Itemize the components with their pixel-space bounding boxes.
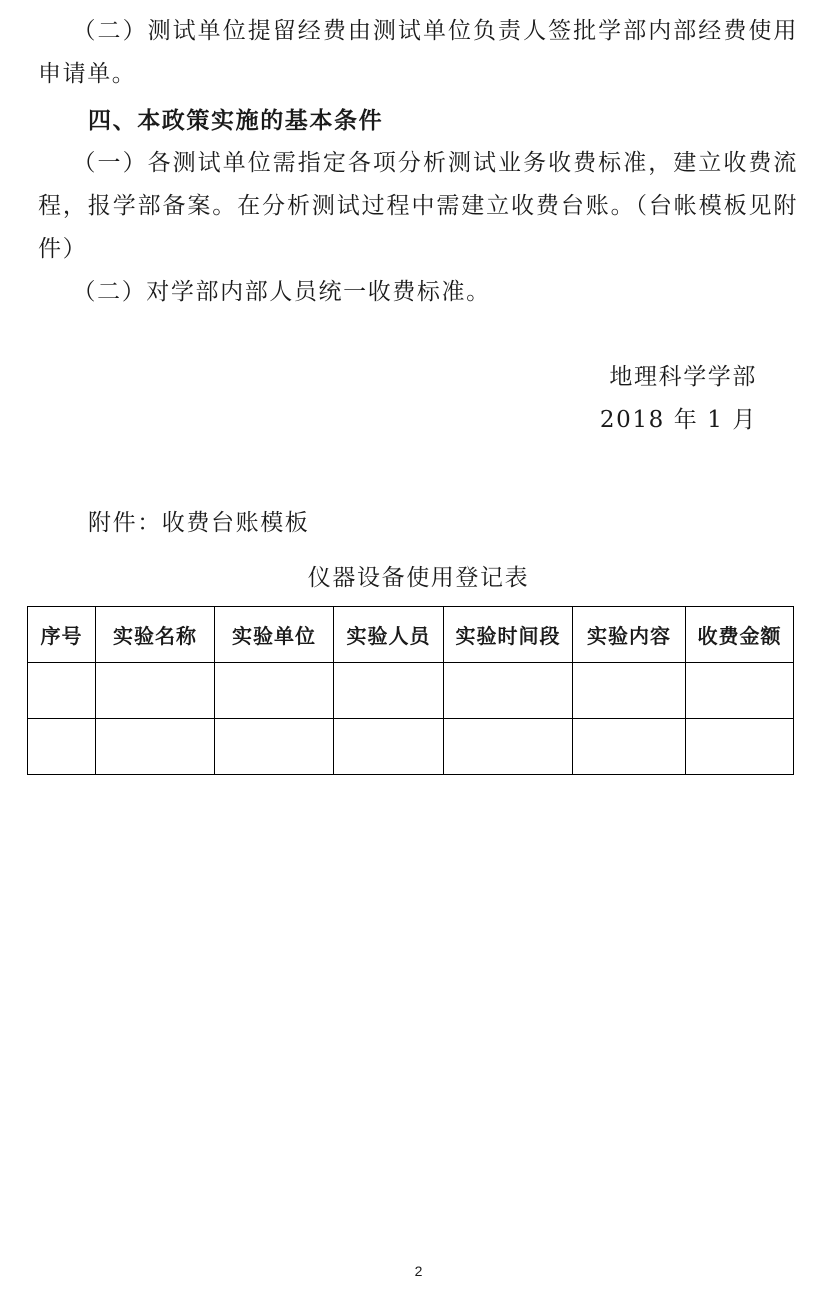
table-cell — [686, 663, 794, 719]
table-cell — [686, 719, 794, 775]
column-header-experiment-time: 实验时间段 — [444, 607, 573, 663]
column-header-serial: 序号 — [28, 607, 96, 663]
table-cell — [96, 663, 215, 719]
column-header-experiment-name: 实验名称 — [96, 607, 215, 663]
signature-date: 2018 年 1 月 — [599, 407, 757, 433]
column-header-experiment-content: 实验内容 — [573, 607, 686, 663]
table-cell — [573, 719, 686, 775]
attachment-label: 附件：收费台账模板 — [88, 510, 310, 536]
table-cell — [215, 719, 334, 775]
table-cell — [215, 663, 334, 719]
table-row — [28, 719, 794, 775]
table-cell — [444, 663, 573, 719]
table-header-row — [28, 607, 794, 663]
paragraph-unified-fee: （二）对学部内部人员统一收费标准。 — [72, 279, 491, 305]
table-cell — [334, 663, 444, 719]
table-cell — [28, 663, 96, 719]
table-title: 仪器设备使用登记表 — [307, 565, 530, 591]
table-cell — [444, 719, 573, 775]
paragraph-fund-approval: （二）测试单位提留经费由测试单位负责人签批学部内部经费使用申请单。 — [38, 18, 798, 87]
page-number: 2 — [414, 1263, 423, 1279]
registration-table — [27, 606, 794, 775]
table-cell — [96, 719, 215, 775]
column-header-experiment-unit: 实验单位 — [215, 607, 334, 663]
table-cell — [334, 719, 444, 775]
section-heading-basic-conditions: 四、本政策实施的基本条件 — [88, 107, 384, 134]
table-cell — [28, 719, 96, 775]
table-cell — [573, 663, 686, 719]
paragraph-fee-standard: （一）各测试单位需指定各项分析测试业务收费标准，建立收费流程，报学部备案。在分析测试过程中需建立收费台账。（台帐模板见附件） — [38, 150, 798, 262]
table-row — [28, 663, 794, 719]
signature-department: 地理科学学部 — [609, 364, 757, 390]
column-header-experiment-staff: 实验人员 — [334, 607, 444, 663]
column-header-fee-amount: 收费金额 — [686, 607, 794, 663]
